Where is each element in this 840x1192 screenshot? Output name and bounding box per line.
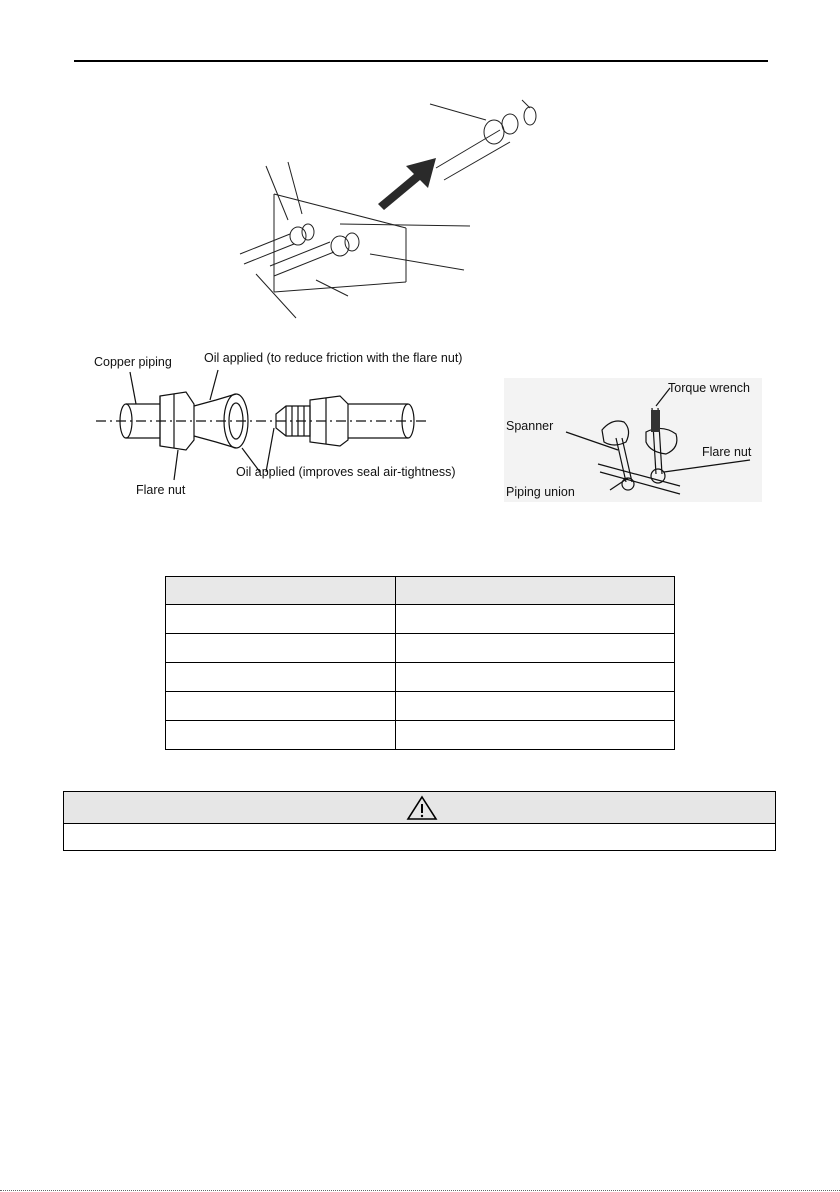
- label-flare-nut: Flare nut: [702, 445, 752, 459]
- table-cell: [166, 663, 396, 692]
- table-cell: [396, 721, 675, 750]
- table-cell: [396, 605, 675, 634]
- pipe-connection-sketch: [230, 96, 560, 321]
- table-cell: [166, 721, 396, 750]
- table-header-cell: [396, 577, 675, 605]
- table-cell: [396, 692, 675, 721]
- table-cell: [166, 634, 396, 663]
- label-oil-seal: Oil applied (improves seal air-tightness): [236, 465, 456, 479]
- table-row: [166, 721, 675, 750]
- table-row: [166, 605, 675, 634]
- label-flare-nut: Flare nut: [136, 483, 186, 497]
- torque-table: [165, 576, 675, 750]
- flare-connection-figure: [90, 344, 492, 502]
- table-header-row: [166, 577, 675, 605]
- header-rule: [74, 60, 768, 62]
- wrench-tightening-figure: [504, 378, 762, 502]
- caution-header: [64, 792, 775, 824]
- table-cell: [396, 663, 675, 692]
- label-oil-friction: Oil applied (to reduce friction with the flare nut): [204, 351, 463, 365]
- table-cell: [396, 634, 675, 663]
- table-row: [166, 634, 675, 663]
- warning-triangle-icon: [406, 795, 438, 821]
- caution-box: [63, 791, 776, 851]
- caution-text: [64, 824, 775, 852]
- table-header-cell: [166, 577, 396, 605]
- page-bottom-rule: [0, 1190, 840, 1191]
- label-copper-piping: Copper piping: [94, 355, 172, 369]
- table-cell: [166, 692, 396, 721]
- table-row: [166, 663, 675, 692]
- table-row: [166, 692, 675, 721]
- label-piping-union: Piping union: [506, 485, 575, 499]
- table-cell: [166, 605, 396, 634]
- label-spanner: Spanner: [506, 419, 554, 433]
- label-torque-wrench: Torque wrench: [668, 381, 750, 395]
